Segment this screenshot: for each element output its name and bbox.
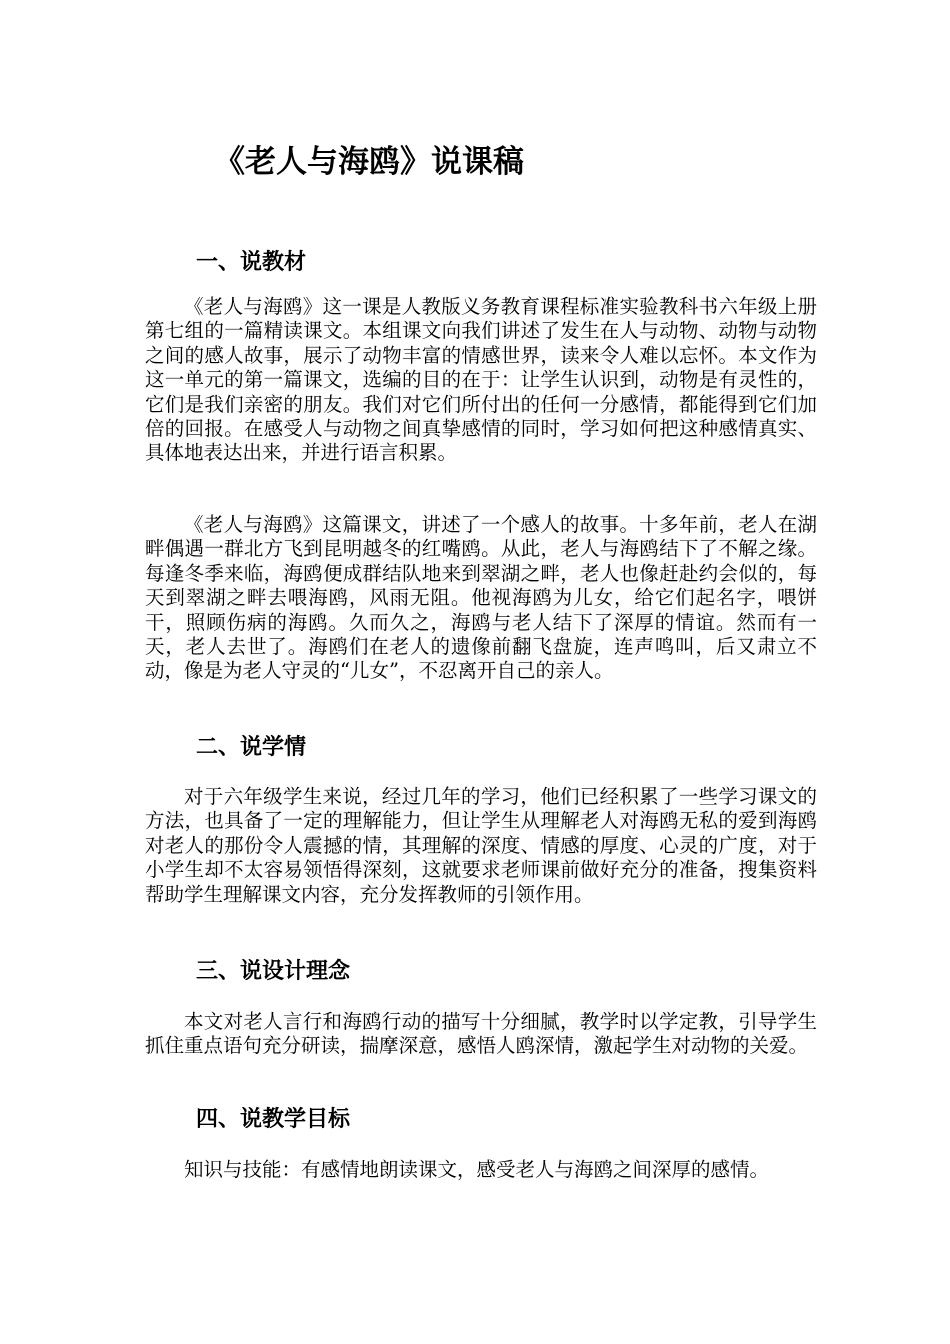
- paragraph-teaching-material-2: 《老人与海鸥》这篇课文，讲述了一个感人的故事。十多年前，老人在湖畔偶遇一群北方飞到昆明越冬的红嘴鸥。从此，老人与海鸥结下了不解之缘。每逢冬季来临，海鸥便成群结队地来到翠湖之畔，老人也像赶赴约会似的，每天到翠湖之畔去喂海鸥，风雨无阻。他视海鸥为儿女，给它们起名字，喂饼干，照顾伤病的海鸥。久而久之，海鸥与老人结下了深厚的情谊。然而有一天，老人去世了。海鸥们在老人的遗像前翻飞盘旋，连声鸣叫，后又肃立不动，像是为老人守灵的“儿女”，不忍离开自己的亲人。: [145, 513, 817, 683]
- section-heading-teaching-goals: 四、说教学目标: [196, 1107, 351, 1132]
- paragraph-teaching-goals: 知识与技能：有感情地朗读课文，感受老人与海鸥之间深厚的感情。: [184, 1158, 770, 1181]
- paragraph-teaching-material-1: 《老人与海鸥》这一课是人教版义务教育课程标准实验教科书六年级上册第七组的一篇精读课文。本组课文向我们讲述了发生在人与动物、动物与动物之间的感人故事，展示了动物丰富的情感世界，读来令人难以忘怀。本文作为这一单元的第一篇课文，选编的目的在于：让学生认识到，动物是有灵性的，它们是我们亲密的朋友。我们对它们所付出的任何一分感情，都能得到它们加倍的回报。在感受人与动物之间真挚感情的同时，学习如何把这种感情真实、具体地表达出来，并进行语言积累。: [145, 295, 817, 465]
- section-heading-teaching-material: 一、说教材: [196, 250, 307, 275]
- section-heading-student-analysis: 二、说学情: [196, 735, 307, 760]
- section-heading-design-concept: 三、说设计理念: [196, 959, 351, 984]
- paragraph-student-analysis: 对于六年级学生来说，经过几年的学习，他们已经积累了一些学习课文的方法，也具备了一定的理解能力，但让学生从理解老人对海鸥无私的爱到海鸥对老人的那份令人震撼的情，其理解的深度、情感的厚度、心灵的广度，对于小学生却不太容易领悟得深刻，这就要求老师课前做好充分的准备，搜集资料帮助学生理解课文内容，充分发挥教师的引领作用。: [145, 785, 817, 906]
- paragraph-design-concept: 本文对老人言行和海鸥行动的描写十分细腻，教学时以学定教，引导学生抓住重点语句充分研读，揣摩深意，感悟人鸥深情，激起学生对动物的关爱。: [145, 1010, 817, 1058]
- document-title: 《老人与海鸥》说课稿: [214, 144, 524, 180]
